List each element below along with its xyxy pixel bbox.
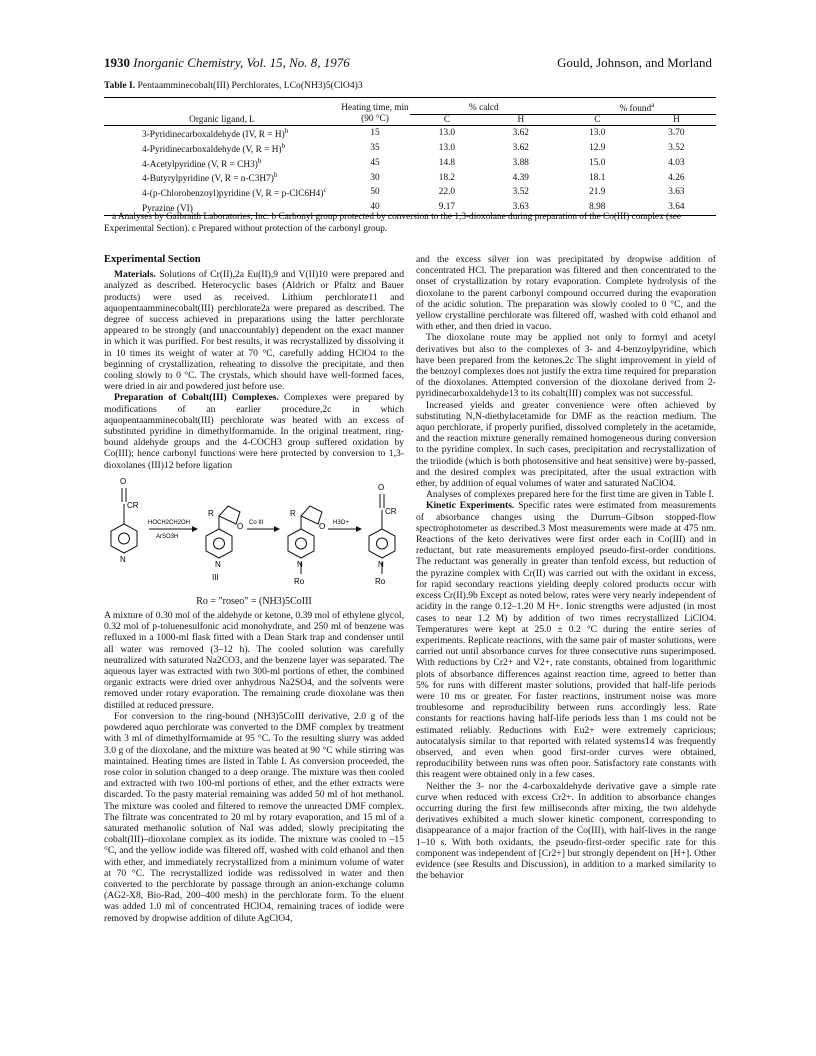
scheme-ro-2: Ro xyxy=(375,576,386,586)
scheme-n-2: N xyxy=(215,559,221,569)
paragraph-conversion: For conversion to the ring-bound (NH3)5CoIII derivative, 2.0 g of the powdered aquo perchlorate was converted to the DMF complex by treatment with 3 ml of dimethylformamide at 95 °C. To the resulting slurry was added 3.0 g of the dioxolane, and the mixture was heated at 90 °C while stirring was maintained. Heating times are listed in Table I. As conversion proceeded, the rose color in solution changed to a deep orange. The mixture was then cooled and extracted with two 100-ml portions of ether, and the ether extracts were discarded. To the pasty material remaining was added 50 ml of hot methanol. The mixture was cooled and filtered to remove the unreacted DMF complex. The filtrate was concentrated to 20 ml by rotary evaporation, and 15 ml of a saturated methanolic solution of NaI was added, slowly precipitating the cobalt(III)–dioxolane complex as its iodide. The mixture was cooled to –15 °C, and the yellow iodide was filtered off, washed with cold ethanol and then with ether, and immediately recrystallized from a minimum volume of water at 70 °C. The recrystallized iodide was redissolved in water and then converted to the perchlorate by passage through an anion-exchange column (AG2-X8, Bio-Rad, 200–400 mesh) in the perchlorate form. To the eluent was added 1.0 ml of concentrated HClO4, remaining traces of iodide were removed by dropwise addition of dilute AgClO4, xyxy=(104,710,404,924)
cell-c-found: 15.0 xyxy=(589,157,606,168)
left-column xyxy=(104,254,404,924)
table-title: Pentaamminecobalt(III) Perchlorates, LCo(NH3)5(ClO4)3 xyxy=(137,80,363,91)
paragraph-dioxolane-prep: A mixture of 0.30 mol of the aldehyde or ketone, 0.39 mol of ethylene glycol, 0.32 mol of p-toluenesulfonic acid monohydrate, and 250 ml of benzene was refluxed in a 1000-ml flask fitted with a Dean Stark trap and condenser until all water was removed (3–12 h). The cooled solution was carefully neutralized with saturated Na2CO3, and the benzene layer was separated. The aqueous layer was extracted with two 300-ml portions of ether, the combined organic extracts were dried over anhydrous Na2SO4, and the solvents were removed under rotary evaporation. The remaining crude dioxolane was then distilled at reduced pressure. xyxy=(104,610,404,711)
cell-h-found: 3.63 xyxy=(668,187,685,198)
cell-h-found: 4.26 xyxy=(668,172,685,183)
scheme-ro-1: Ro xyxy=(294,576,305,586)
scheme-o-2: O xyxy=(237,521,244,531)
scheme-o-1: O xyxy=(120,476,127,486)
cell-ligand-text: 4-Butyrylpyridine (V, R = n-C3H7) xyxy=(142,174,274,185)
authors: Gould, Johnson, and Morland xyxy=(557,55,712,70)
cell-time: 15 xyxy=(370,128,380,139)
reagent-acid: ArSO3H xyxy=(156,533,179,540)
cell-ligand-text: 4-(p-Chlorobenzoyl)pyridine (V, R = p-ClC6H4) xyxy=(142,189,324,200)
scheme-n-3: N xyxy=(297,559,303,569)
arrow-1-head xyxy=(192,526,198,532)
cell-h-found: 3.70 xyxy=(668,128,685,139)
cell-h-found: 3.52 xyxy=(668,142,685,153)
table-label: Table I. xyxy=(104,80,136,91)
cell-ligand-text: 3-Pyridinecarboxaldehyde (IV, R = H) xyxy=(142,130,285,141)
reaction-scheme xyxy=(104,474,404,594)
cell-ligand xyxy=(104,185,340,200)
table-caption xyxy=(104,80,363,91)
cell-ligand-footnote-mark: c xyxy=(323,186,327,195)
roseo-definition: Ro = "roseo" = (NH3)5CoIII xyxy=(196,595,312,607)
paragraph-analyses: Analyses of complexes prepared here for the first time are given in Table I. xyxy=(426,489,714,501)
cell-ligand-text: Pyrazine (VI) xyxy=(142,204,193,215)
table-body xyxy=(104,126,716,216)
aldehyde-structure xyxy=(111,488,137,553)
journal-citation: Inorganic Chemistry, Vol. 15, No. 8, 1976 xyxy=(133,55,350,70)
cell-h-calcd: 3.62 xyxy=(512,128,529,139)
text-preparation: Complexes were prepared by modifications of an earlier procedure,2c in which aquopentaamminecobalt(III) perchlorate was heated with an excess of substituted pyridine in dimethylformamide. In the original treatment, ring-bound aldehyde groups and the 4-COCH3 group suffered oxidation by Co(III); hence carbonyl functions were here protected by conversion to 1,3-dioxolanes (III)12 before ligation xyxy=(104,392,405,471)
cell-c-found: 18.1 xyxy=(589,172,606,183)
cell-time: 45 xyxy=(370,157,380,168)
section-title: Experimental Section xyxy=(104,254,201,265)
scheme-o-3: O xyxy=(319,521,326,531)
paragraph-dioxolane-route: The dioxolane route may be applied not only to formyl and acetyl derivatives but also to the complexes of 3- and 4-benzoylpyridine, which have been prepared from the ketones.2c The slight improvement in yield of the benzoyl complexes does not justify the extra time required for preparation of the dioxolanes. Attempted conversion of the dioxolane derived from 2-pyridinecarboxaldehyde13 to its cobalt(III) complex was not successful. xyxy=(416,332,716,400)
cell-ligand-footnote-mark: b xyxy=(273,171,278,180)
cell-ligand xyxy=(104,170,340,185)
cell-ligand-footnote-mark: b xyxy=(281,141,286,150)
header-c-calcd: C xyxy=(443,115,451,126)
paragraph-kinetics xyxy=(416,500,716,780)
cell-h-found: 4.03 xyxy=(668,157,685,168)
reagent-glycol: HOCH2CH2OH xyxy=(148,519,191,526)
cell-h-calcd: 3.62 xyxy=(512,142,529,153)
text-kinetics: Specific rates were estimated from measurements of absorbance changes using the Durrum–Gibson stopped-flow spectrophotometer as described.3 Most measurements were made at 475 nm. Reactions of the keto derivatives were first order each in Co(III) and in reductant, but rate measurements employed pseudo-first-order conditions. The reductant was generally in greater than tenfold excess, but reduction of the pyrazine complex with Cr(II) was carried out with the oxidant in excess, for rapid secondary reactions yielding deeply colored products occur with excess Cr(II).9b Except as noted below, rates were very nearly independent of acidity in the range 0.12–1.20 M H+. Ionic strengths were adjusted (in most cases to near 1.2 M) by addition of two times recrystallized LiClO4. Temperatures were kept at 25.0 ± 0.2 °C during the entire series of experiments. Replicate reactions, with the same pair of master solutions, were carried out until absorbance curves for three consecutive runs superimposed. With reductions by Cr2+ and V2+, rate constants, obtained from logarithmic plots of absorbance differences against reaction time, agreed to better than 5% for runs with different master solutions, provided that half-life periods were 10 ms or greater. For faster reactions, instrument noise was more troublesome and reproducibility between runs accordingly less. Rate constants for reactions having half-life periods less than 1 ms could not be estimated reliably. Reductions with Eu2+ were extremely capricious; autocatalysis similar to that reported with related systems14 was frequently observed, and even when good first-order curves were obtained, reproducibility between runs was often poor. Satisfactory rate constants with this reagent were obtained only in a few cases. xyxy=(416,500,716,781)
scheme-cr-1: CR xyxy=(127,500,139,510)
paragraph-yields: Increased yields and greater convenience were often achieved by substituting N,N-diethylacetamide for DMF as the reaction medium. The aquo perchlorate, if properly purified, dissolved completely in the acetamide, and the reaction mixture generally remained homogeneous during conversion to the pyridine complex. In such cases, precipitation and recrystallization of the triiodide (which is both photosensitive and heat sensitive) were by-passed, and the desired complex was precipitated, after the usual extraction with ether, by addition of equal volumes of water and saturated NaClO4. xyxy=(416,399,716,490)
runin-materials: Materials. xyxy=(114,269,156,281)
cell-c-calcd: 9.17 xyxy=(410,200,484,215)
table-row xyxy=(104,141,716,156)
cell-c-calcd: 22.0 xyxy=(438,187,456,198)
reagent-acid-hydrolysis: H3O+ xyxy=(333,519,349,526)
text-materials: Solutions of Cr(II),2a Eu(II),9 and V(II)10 were prepared and analyzed as described. Heterocyclic bases (Aldrich or Pfaltz and Bauer products) were used as received. Lithium perchlorate11 and aquopentaamminecobalt(III) perchlorate2a were prepared as described. The degree of success achieved in preparations using the latter perchlorate appeared to be strongly (and unaccountably) dependent on the exact manner in which it was purified. For best results, it was recrystallized by dissolving it in 10 times its weight of water at 70 °C, carefully adding HClO4 to the beginning of crystallization, reheating to dissolve the precipitate, and then cooling slowly to 0 °C. The crystals, which should have well-formed faces, were dried in air and powdered just before use. xyxy=(104,269,404,393)
cell-ligand xyxy=(104,156,340,171)
cell-time: 40 xyxy=(340,200,410,215)
cell-h-calcd: 3.63 xyxy=(484,200,558,215)
cell-ligand-footnote-mark: b xyxy=(284,127,289,136)
table-row xyxy=(104,156,716,171)
arrow-2-head xyxy=(274,526,280,532)
paragraph-silver: and the excess silver ion was precipitated by dropwise addition of concentrated HCl. The preparation was filtered and then concentrated to the onset of crystallization by rotary evaporation. Complete hydrolysis of the dioxolane to the parent carbonyl compound occurred during the evaporation of the acidic solution. The preparation was slowly cooled to 0 °C, and the yellow crystalline perchlorate was filtered off, washed with cold ethanol and with ether, and then dried in vacuo. xyxy=(416,254,716,333)
paragraph-preparation xyxy=(104,392,404,470)
paragraph-materials xyxy=(104,269,404,392)
analysis-table xyxy=(104,97,716,216)
paragraph-aldehyde-rates: Neither the 3- nor the 4-carboxaldehyde derivative gave a simple rate curve when reduced with excess Cr2+. In addition to absorbance changes occurring during the first few milliseconds after mixing, the two aldehyde derivatives exhibited a much slower kinetic component, corresponding to disappearance of a major fraction of the Co(III), with half-lives in the range 1–10 s. With both oxidants, the pseudo-first-order specific rate for this component was independent of [Cr2+] but strongly dependent on [H+]. Other evidence (see Results and Discussion), in addition to a marked similarity to the behavior xyxy=(416,780,716,882)
header-heating-time: Heating time, min (90 °C) xyxy=(341,103,409,125)
cell-time: 35 xyxy=(370,142,380,153)
table-footnote: a Analyses by Galbraith Laboratories, Inc. b Carbonyl group protected by conversion to the 1,3-dioxolane during preparation of the Co(III) complex (see Experimental Section). c Prepared without protection of the carbonyl group. xyxy=(104,212,682,234)
scheme-r-2: R xyxy=(208,508,214,518)
cell-ligand-footnote-mark: b xyxy=(257,156,262,165)
running-head xyxy=(104,55,712,73)
header-found-text: % found xyxy=(619,104,652,115)
page-number: 1930 xyxy=(104,55,130,70)
header-found-sup: a xyxy=(651,101,655,109)
header-h-calcd: H xyxy=(517,115,525,126)
header-calcd: % calcd xyxy=(410,98,558,115)
cell-c-calcd: 13.0 xyxy=(438,142,456,153)
cell-time: 50 xyxy=(370,187,380,198)
table-row xyxy=(104,185,716,200)
cell-c-found: 12.9 xyxy=(589,142,606,153)
cell-h-calcd: 3.52 xyxy=(512,187,529,198)
running-head-left xyxy=(104,55,350,73)
header-h-found: H xyxy=(673,115,680,126)
runin-kinetics: Kinetic Experiments. xyxy=(426,500,515,512)
cell-time: 30 xyxy=(370,172,380,183)
cell-ligand-text: 4-Acetylpyridine (V, R = CH3) xyxy=(142,159,258,170)
header-found xyxy=(558,98,716,115)
cell-c-calcd: 14.8 xyxy=(438,157,456,168)
cell-c-found: 21.9 xyxy=(589,187,606,198)
scheme-o-4: O xyxy=(378,482,385,492)
scheme-cr-4: CR xyxy=(385,506,397,516)
cell-c-calcd: 18.2 xyxy=(438,172,456,183)
reagent-cobalt: Co III xyxy=(249,519,264,526)
header-c-found: C xyxy=(594,115,601,126)
cell-h-calcd: 4.39 xyxy=(512,172,529,183)
cell-h-calcd: 3.88 xyxy=(512,157,529,168)
cell-h-found: 3.64 xyxy=(637,200,716,215)
cell-ligand xyxy=(104,126,340,141)
right-column xyxy=(416,254,716,881)
cell-c-found: 8.98 xyxy=(558,200,637,215)
cell-c-found: 13.0 xyxy=(589,128,606,139)
cell-ligand-text: 4-Pyridinecarboxaldehyde (V, R = H) xyxy=(142,144,282,155)
table-row xyxy=(104,126,716,141)
scheme-n-4: N xyxy=(378,559,384,569)
cell-ligand xyxy=(104,141,340,156)
arrow-3-head xyxy=(356,526,362,532)
cell-c-calcd: 13.0 xyxy=(438,128,456,139)
scheme-n-1: N xyxy=(120,554,126,564)
scheme-label-iii: III xyxy=(212,572,219,582)
runin-preparation: Preparation of Cobalt(III) Complexes. xyxy=(114,392,279,404)
table-row xyxy=(104,170,716,185)
scheme-r-3: R xyxy=(290,508,296,518)
header-ligand: Organic ligand, L xyxy=(189,115,255,126)
